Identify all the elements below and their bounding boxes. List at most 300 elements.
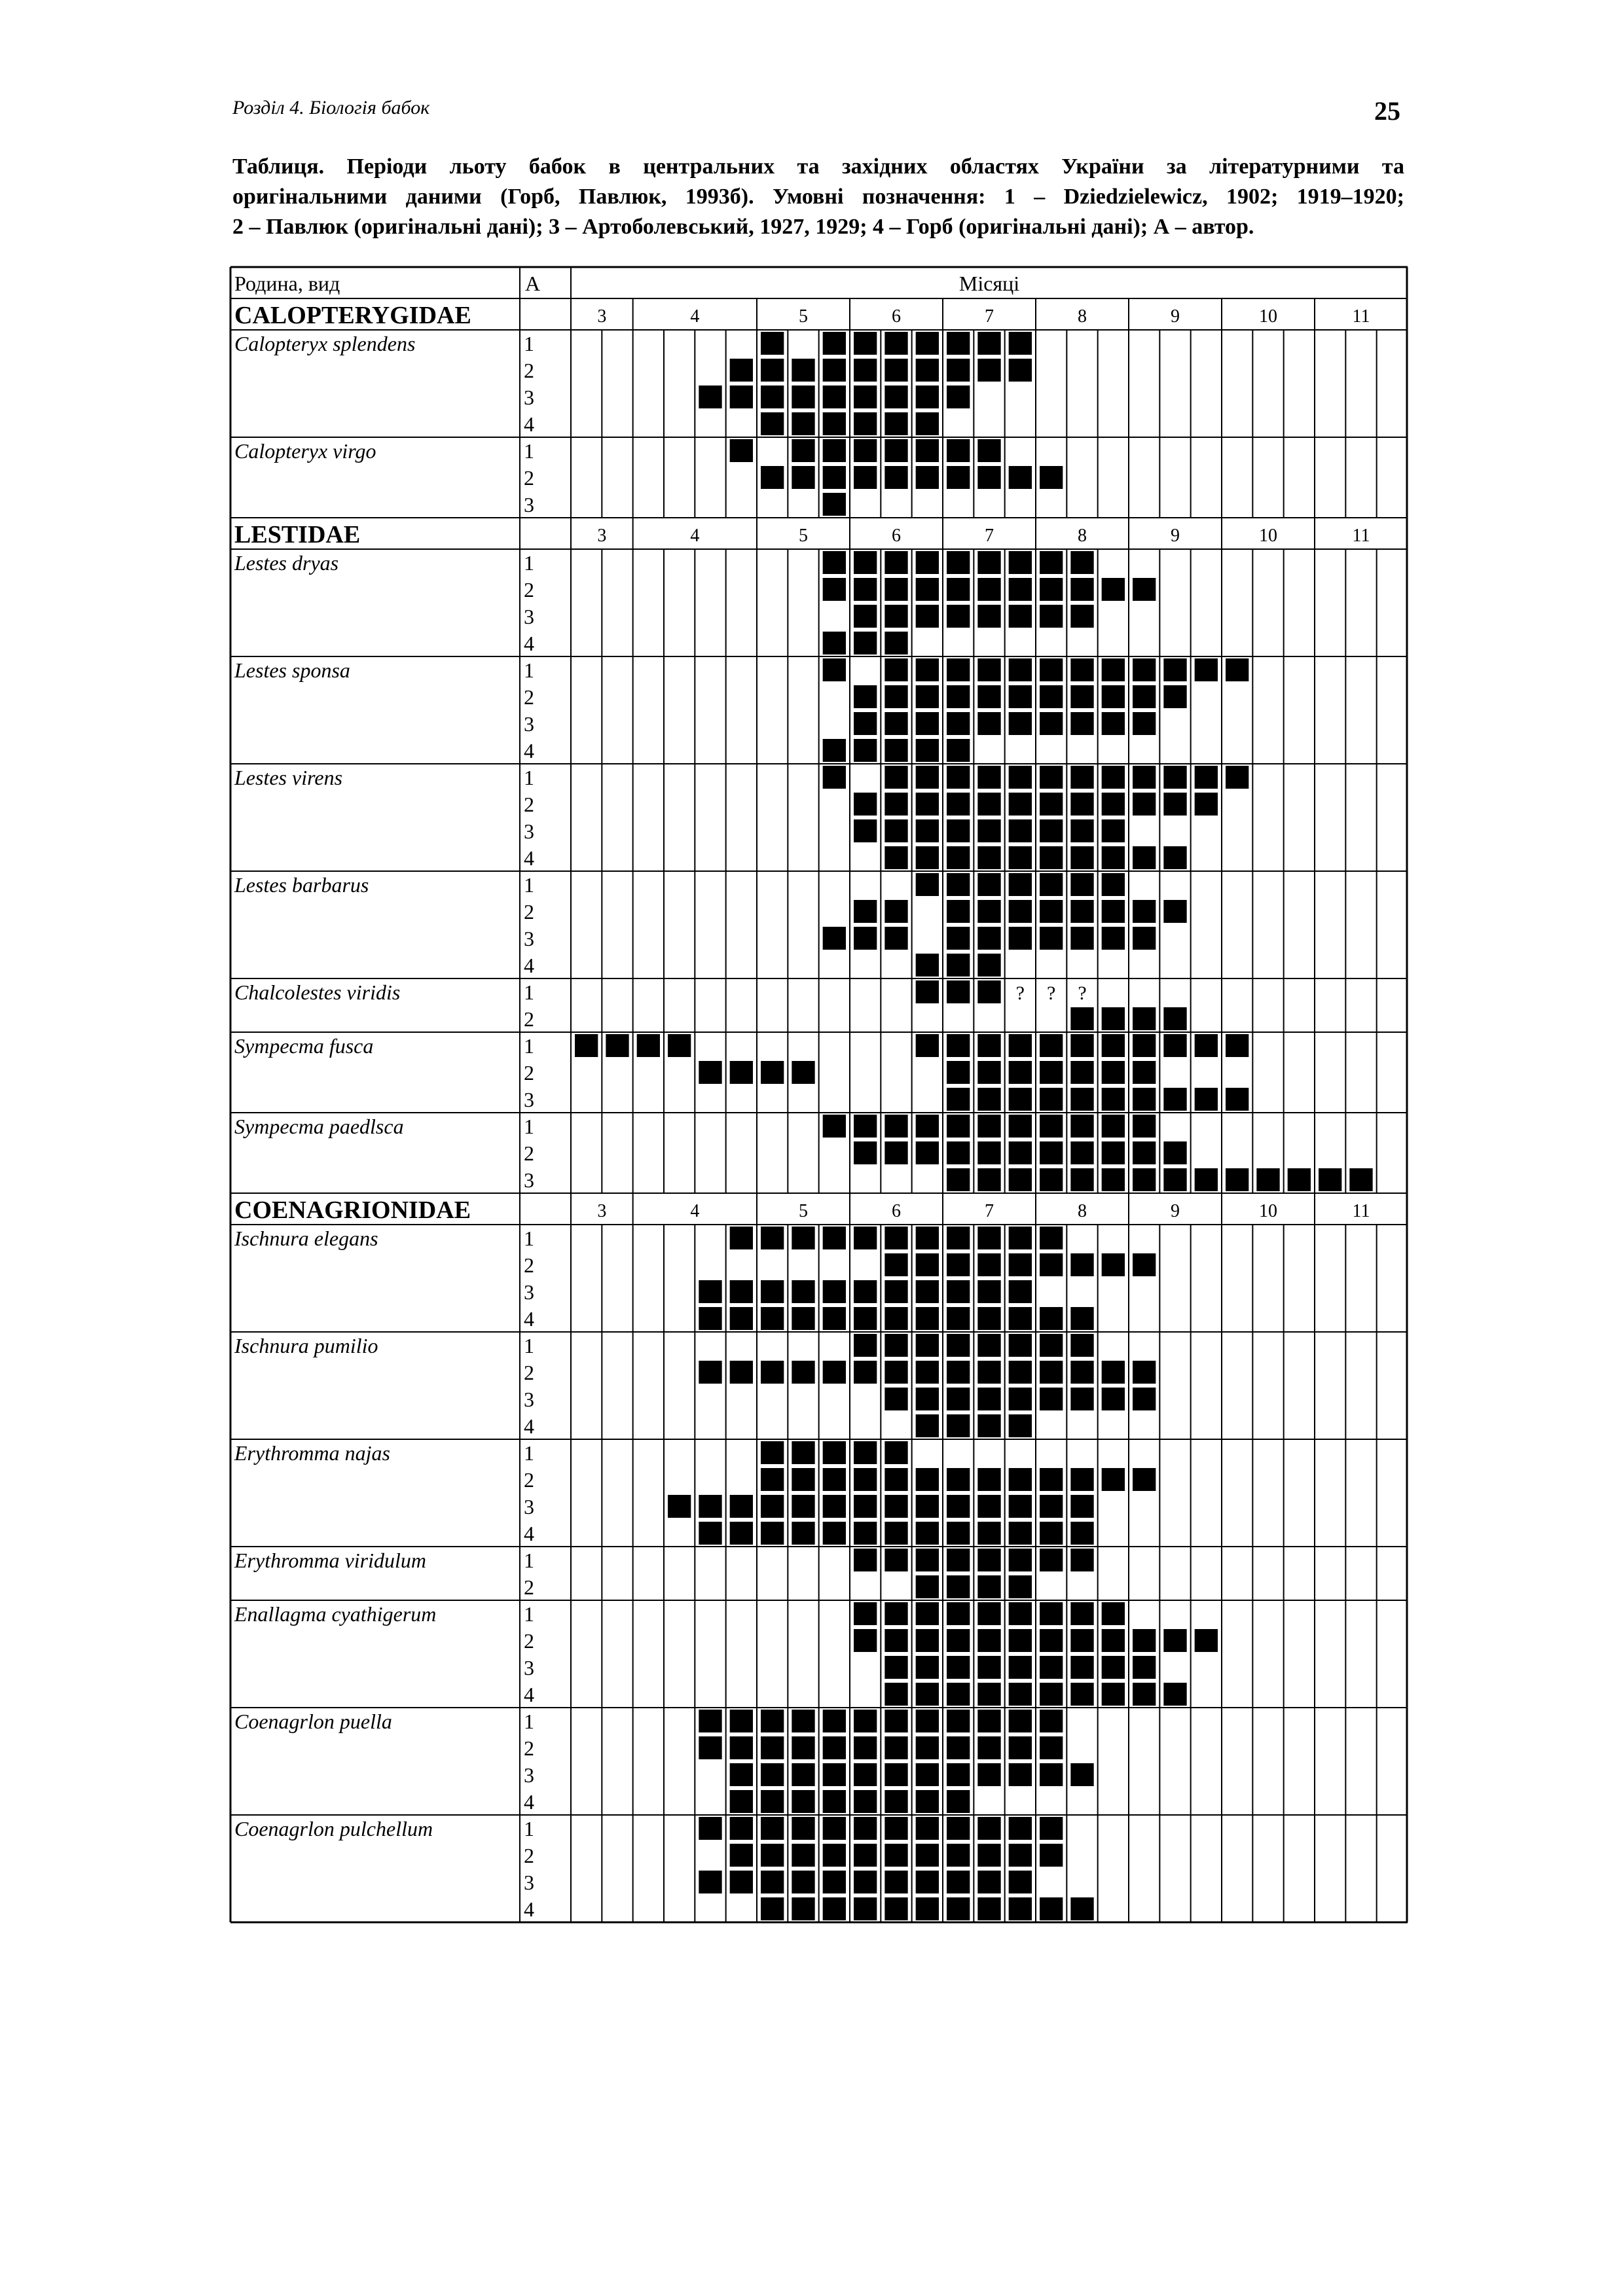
flight-mark: [1009, 1602, 1032, 1625]
flight-mark: [1133, 1253, 1156, 1276]
flight-mark: [792, 1522, 814, 1545]
flight-mark: [823, 1280, 846, 1303]
flight-mark: [823, 1468, 846, 1491]
flight-mark: [916, 793, 939, 816]
author-number: 3: [524, 1168, 534, 1192]
flight-mark: [916, 1334, 939, 1357]
flight-mark: [1040, 1334, 1063, 1357]
flight-mark: [884, 1522, 907, 1545]
flight-mark: [1102, 819, 1125, 842]
flight-mark: [823, 466, 846, 489]
flight-mark: [730, 1710, 753, 1732]
flight-mark: [884, 1763, 907, 1786]
flight-mark: [1009, 1115, 1032, 1138]
month-label: 10: [1259, 306, 1277, 327]
author-number: 3: [524, 819, 534, 843]
author-number: 2: [524, 1361, 534, 1384]
flight-mark: [916, 1871, 939, 1893]
month-label: 9: [1171, 526, 1180, 546]
flight-mark: [977, 766, 1000, 789]
flight-mark: [854, 1763, 877, 1786]
flight-mark: [884, 846, 907, 869]
flight-mark: [823, 493, 846, 516]
flight-mark: [977, 439, 1000, 462]
flight-mark: [1040, 1736, 1063, 1759]
flight-mark: [947, 466, 970, 489]
flight-mark: [884, 1253, 907, 1276]
author-number: 2: [524, 1575, 534, 1599]
flight-mark: [1040, 578, 1063, 601]
flight-mark: [1009, 1307, 1032, 1330]
flight-mark: [977, 873, 1000, 896]
flight-mark: [1040, 1115, 1063, 1138]
author-number: 1: [524, 1115, 534, 1138]
flight-mark: [977, 1088, 1000, 1111]
species-name: Ischnura elegans: [234, 1227, 378, 1250]
flight-mark: [1195, 1088, 1218, 1111]
flight-mark: [977, 1034, 1000, 1057]
flight-mark: [916, 551, 939, 574]
flight-mark: [916, 1736, 939, 1759]
flight-mark: [1102, 846, 1125, 869]
flight-mark: [916, 1817, 939, 1840]
flight-mark: [1070, 658, 1093, 681]
flight-mark: [947, 1307, 970, 1330]
flight-mark: [947, 1168, 970, 1191]
flight-mark: [1163, 900, 1186, 923]
flight-mark: [947, 819, 970, 842]
flight-mark: [947, 685, 970, 708]
flight-mark: [637, 1034, 660, 1057]
flight-mark: [947, 712, 970, 735]
flight-mark: [792, 1736, 814, 1759]
author-number: 4: [524, 1683, 534, 1706]
flight-mark: [947, 927, 970, 950]
flight-mark: [854, 332, 877, 355]
flight-mark: [884, 685, 907, 708]
flight-mark: [977, 1736, 1000, 1759]
flight-mark: [1040, 1388, 1063, 1410]
flight-mark: [947, 439, 970, 462]
flight-mark: [884, 1629, 907, 1652]
caption-line-2: оригінальними даними (Горб, Павлюк, 1993б). Умовні позначення: 1 – Dziedzielewicz, 1902; 1919–1920;: [232, 185, 1404, 209]
flight-mark: [854, 578, 877, 601]
flight-mark: [884, 712, 907, 735]
flight-mark: [947, 1141, 970, 1164]
author-number: 2: [524, 1844, 534, 1867]
flight-mark: [977, 1115, 1000, 1138]
family-name: COENAGRIONIDAE: [234, 1196, 471, 1224]
flight-mark: [1163, 846, 1186, 869]
flight-mark: [1133, 1141, 1156, 1164]
flight-mark: [1040, 1468, 1063, 1491]
flight-mark: [699, 1280, 721, 1303]
flight-mark: [1102, 1683, 1125, 1706]
flight-mark: [884, 1602, 907, 1625]
flight-mark: [1070, 1253, 1093, 1276]
flight-mark: [1040, 819, 1063, 842]
flight-mark: [1070, 605, 1093, 628]
month-label: 6: [892, 526, 901, 546]
flight-mark: [823, 359, 846, 382]
author-number: 2: [524, 685, 534, 709]
flight-mark: [1009, 1575, 1032, 1598]
flight-mark: [1256, 1168, 1279, 1191]
month-label: 5: [799, 526, 808, 546]
flight-mark: [1070, 1656, 1093, 1679]
flight-mark: [947, 386, 970, 408]
author-number: 1: [524, 332, 534, 355]
flight-mark: [947, 1522, 970, 1545]
flight-mark: [1319, 1168, 1341, 1191]
flight-mark: [977, 793, 1000, 816]
flight-mark: [884, 1683, 907, 1706]
flight-mark: [1009, 900, 1032, 923]
flight-mark: [730, 1763, 753, 1786]
author-number: 2: [524, 466, 534, 490]
flight-mark: [1070, 1141, 1093, 1164]
flight-mark: [792, 1790, 814, 1813]
flight-mark: [699, 1361, 721, 1384]
flight-mark: [854, 927, 877, 950]
flight-mark: [1009, 1736, 1032, 1759]
flight-mark: [884, 658, 907, 681]
flight-mark: [916, 712, 939, 735]
flight-mark: [699, 1871, 721, 1893]
flight-mark: [1009, 846, 1032, 869]
flight-mark: [761, 1495, 784, 1518]
flight-mark: [1009, 873, 1032, 896]
author-number: 1: [524, 658, 534, 682]
flight-mark: [977, 1629, 1000, 1652]
flight-mark: [977, 1871, 1000, 1893]
flight-mark: [792, 1361, 814, 1384]
author-number: 1: [524, 766, 534, 789]
flight-mark: [1163, 1629, 1186, 1652]
flight-mark: [916, 1522, 939, 1545]
month-label: 4: [690, 306, 700, 327]
flight-mark: [977, 1061, 1000, 1084]
flight-mark: [761, 386, 784, 408]
flight-mark: [947, 1871, 970, 1893]
flight-mark: [699, 1495, 721, 1518]
flight-mark: [916, 1656, 939, 1679]
flight-mark: [947, 1061, 970, 1084]
flight-mark: [1102, 685, 1125, 708]
flight-mark: [916, 1710, 939, 1732]
flight-mark: [854, 685, 877, 708]
flight-mark: [1009, 359, 1032, 382]
flight-mark: [1102, 1253, 1125, 1276]
flight-mark: [947, 1361, 970, 1384]
flight-mark: [761, 1361, 784, 1384]
author-number: 1: [524, 873, 534, 897]
flight-mark: [884, 1656, 907, 1679]
flight-mark: [884, 927, 907, 950]
flight-mark: [1040, 1495, 1063, 1518]
species-name: Lestes dryas: [234, 551, 339, 575]
flight-mark: [977, 578, 1000, 601]
flight-mark: [1195, 793, 1218, 816]
flight-mark: [730, 1280, 753, 1303]
flight-mark: [916, 685, 939, 708]
flight-mark: [1133, 1007, 1156, 1030]
flight-mark: [1102, 1088, 1125, 1111]
flight-mark: [1070, 1549, 1093, 1571]
flight-mark: [1102, 1115, 1125, 1138]
flight-mark: [884, 1227, 907, 1249]
flight-mark: [884, 632, 907, 655]
flight-mark: [947, 578, 970, 601]
flight-mark: [1070, 685, 1093, 708]
flight-mark: [1009, 658, 1032, 681]
flight-mark: [1163, 685, 1186, 708]
flight-mark: [1009, 1468, 1032, 1491]
flight-mark: [854, 1334, 877, 1357]
flight-mark: [884, 1334, 907, 1357]
flight-mark: [916, 1549, 939, 1571]
flight-mark: [854, 900, 877, 923]
flight-mark: [823, 1897, 846, 1920]
flight-mark: [1070, 1495, 1093, 1518]
author-number: 2: [524, 1141, 534, 1165]
author-number: 3: [524, 712, 534, 736]
flight-mark: [730, 1307, 753, 1330]
flight-mark: [916, 819, 939, 842]
flight-mark: [1195, 1629, 1218, 1652]
flight-mark: [1040, 1629, 1063, 1652]
flight-mark: [823, 1441, 846, 1464]
month-label: 5: [799, 306, 808, 327]
flight-mark: [916, 578, 939, 601]
flight-mark: [668, 1034, 691, 1057]
flight-mark: [1009, 1388, 1032, 1410]
flight-mark: [1195, 1034, 1218, 1057]
flight-mark: [1040, 1522, 1063, 1545]
flight-mark: [977, 1522, 1000, 1545]
flight-mark: [884, 1307, 907, 1330]
flight-mark: [947, 332, 970, 355]
flight-mark: [947, 658, 970, 681]
flight-mark: [884, 1468, 907, 1491]
flight-mark: [1133, 766, 1156, 789]
flight-mark: [916, 1280, 939, 1303]
flight-mark: [916, 1307, 939, 1330]
flight-mark: [947, 873, 970, 896]
flight-mark: [947, 739, 970, 762]
flight-mark: [823, 632, 846, 655]
flight-mark: [1040, 1683, 1063, 1706]
flight-mark: [1070, 1361, 1093, 1384]
author-number: 4: [524, 1790, 534, 1814]
column-header-months: Місяці: [958, 272, 1020, 295]
flight-mark: [1133, 900, 1156, 923]
flight-mark: [884, 359, 907, 382]
uncertain-mark: ?: [1047, 982, 1056, 1004]
flight-mark: [916, 386, 939, 408]
flight-mark: [761, 1763, 784, 1786]
flight-mark: [1040, 1817, 1063, 1840]
flight-mark: [823, 578, 846, 601]
flight-mark: [854, 386, 877, 408]
flight-mark: [1009, 1763, 1032, 1786]
flight-mark: [916, 412, 939, 435]
flight-mark: [884, 439, 907, 462]
flight-mark: [1009, 819, 1032, 842]
flight-mark: [916, 739, 939, 762]
flight-mark: [884, 1441, 907, 1464]
flight-mark: [1102, 1468, 1125, 1491]
flight-mark: [947, 980, 970, 1003]
species-name: Lestes barbarus: [234, 873, 369, 897]
flight-mark: [792, 1763, 814, 1786]
flight-mark: [947, 1388, 970, 1410]
flight-mark: [1102, 658, 1125, 681]
flight-mark: [854, 439, 877, 462]
flight-mark: [699, 1307, 721, 1330]
flight-mark: [1040, 927, 1063, 950]
flight-mark: [792, 1844, 814, 1867]
flight-mark: [761, 1710, 784, 1732]
flight-mark: [1009, 1141, 1032, 1164]
flight-mark: [1040, 1227, 1063, 1249]
species-name: Sympecma fusca: [234, 1034, 374, 1058]
author-number: 2: [524, 1061, 534, 1085]
flight-mark: [1133, 1088, 1156, 1111]
flight-mark: [1040, 1253, 1063, 1276]
author-number: 1: [524, 1034, 534, 1058]
month-label: 5: [799, 1201, 808, 1221]
flight-mark: [977, 332, 1000, 355]
flight-mark: [730, 1790, 753, 1813]
flight-mark: [1040, 1034, 1063, 1057]
flight-mark: [1133, 1388, 1156, 1410]
flight-mark: [1040, 1088, 1063, 1111]
flight-mark: [1070, 1602, 1093, 1625]
flight-mark: [1070, 927, 1093, 950]
flight-mark: [947, 900, 970, 923]
flight-mark: [947, 1817, 970, 1840]
flight-mark: [977, 551, 1000, 574]
flight-mark: [884, 1897, 907, 1920]
flight-mark: [730, 1361, 753, 1384]
flight-mark: [854, 1115, 877, 1138]
flight-mark: [1163, 1168, 1186, 1191]
flight-mark: [1102, 1656, 1125, 1679]
flight-mark: [884, 412, 907, 435]
flight-mark: [1133, 578, 1156, 601]
family-name: CALOPTERYGIDAE: [234, 302, 471, 329]
page-number: 25: [1374, 96, 1400, 126]
flight-mark: [884, 1844, 907, 1867]
flight-mark: [884, 551, 907, 574]
month-label: 9: [1171, 1201, 1180, 1221]
flight-mark: [699, 1522, 721, 1545]
flight-mark: [668, 1495, 691, 1518]
flight-mark: [977, 1549, 1000, 1571]
flight-mark: [884, 605, 907, 628]
flight-mark: [792, 1817, 814, 1840]
flight-mark: [792, 412, 814, 435]
flight-mark: [1102, 873, 1125, 896]
flight-mark: [1009, 766, 1032, 789]
author-number: 4: [524, 1522, 534, 1545]
flight-mark: [761, 1897, 784, 1920]
author-number: 3: [524, 1763, 534, 1787]
author-number: 1: [524, 1227, 534, 1250]
month-label: 9: [1171, 306, 1180, 327]
month-label: 6: [892, 306, 901, 327]
flight-mark: [699, 1817, 721, 1840]
flight-mark: [761, 359, 784, 382]
author-number: 1: [524, 551, 534, 575]
flight-mark: [884, 1817, 907, 1840]
month-label: 10: [1259, 526, 1277, 546]
flight-mark: [1070, 1007, 1093, 1030]
flight-mark: [730, 1736, 753, 1759]
flight-mark: [823, 551, 846, 574]
flight-mark: [1009, 1522, 1032, 1545]
flight-mark: [1163, 1034, 1186, 1057]
flight-mark: [916, 1141, 939, 1164]
flight-mark: [1009, 1871, 1032, 1893]
flight-mark: [916, 1629, 939, 1652]
month-label: 7: [985, 526, 994, 546]
flight-mark: [1163, 658, 1186, 681]
flight-mark: [1133, 927, 1156, 950]
species-name: Chalcolestes viridis: [234, 980, 401, 1004]
species-name: Coenagrlon pulchellum: [234, 1817, 433, 1840]
flight-mark: [854, 1710, 877, 1732]
flight-mark: [854, 739, 877, 762]
flight-mark: [916, 359, 939, 382]
flight-mark: [884, 819, 907, 842]
flight-mark: [1163, 1683, 1186, 1706]
month-label: 11: [1352, 1201, 1370, 1221]
author-number: 4: [524, 846, 534, 870]
flight-mark: [1040, 605, 1063, 628]
flight-mark: [1009, 1710, 1032, 1732]
flight-mark: [1133, 846, 1156, 869]
flight-mark: [1009, 551, 1032, 574]
flight-mark: [884, 1790, 907, 1813]
species-name: Calopteryx splendens: [234, 332, 416, 355]
flight-mark: [916, 1227, 939, 1249]
flight-mark: [947, 1844, 970, 1867]
flight-mark: [1009, 1844, 1032, 1867]
flight-mark: [1040, 1361, 1063, 1384]
flight-mark: [947, 1629, 970, 1652]
flight-mark: [730, 1495, 753, 1518]
flight-mark: [916, 1683, 939, 1706]
author-number: 1: [524, 439, 534, 463]
running-head: Розділ 4. Біологія бабок: [232, 97, 430, 118]
author-number: 1: [524, 980, 534, 1004]
flight-mark: [1009, 605, 1032, 628]
author-number: 3: [524, 1656, 534, 1679]
flight-mark: [916, 1115, 939, 1138]
month-label: 8: [1078, 306, 1087, 327]
flight-period-table: [230, 267, 1408, 1921]
flight-mark: [977, 819, 1000, 842]
month-label: 3: [597, 306, 607, 327]
flight-mark: [761, 1736, 784, 1759]
flight-mark: [1070, 900, 1093, 923]
flight-mark: [1133, 658, 1156, 681]
flight-mark: [1040, 793, 1063, 816]
flight-mark: [1009, 1549, 1032, 1571]
flight-mark: [947, 846, 970, 869]
